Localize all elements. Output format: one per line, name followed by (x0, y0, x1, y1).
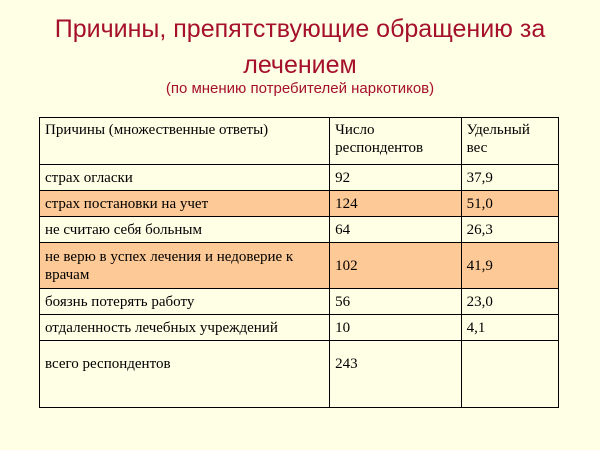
cell-share: 41,9 (461, 243, 558, 289)
cell-reason: страх огласки (40, 165, 330, 191)
cell-reason: всего респондентов (40, 341, 330, 408)
cell-share: 23,0 (461, 289, 558, 315)
table-header-row (40, 118, 559, 165)
table-row (40, 289, 559, 315)
table-total-row (40, 341, 559, 408)
cell-reason: не считаю себя больным (40, 217, 330, 243)
slide-subtitle: (по мнению потребителей наркотиков) (165, 80, 435, 97)
table-row (40, 217, 559, 243)
cell-reason: отдаленность лечебных учреждений (40, 315, 330, 341)
cell-reason: боязнь потерять работу (40, 289, 330, 315)
slide-title-line-1: Причины, препятствующие обращению за (54, 15, 546, 43)
header-respondent-count: Число респондентов (330, 118, 462, 165)
table-row-highlighted (40, 191, 559, 217)
reasons-table (39, 117, 559, 408)
table-row (40, 165, 559, 191)
cell-reason: страх постановки на учет (40, 191, 330, 217)
cell-share: 4,1 (461, 315, 558, 341)
header-share: Удельный вес (461, 118, 558, 165)
table-row (40, 315, 559, 341)
cell-count: 64 (330, 217, 462, 243)
cell-share (461, 341, 558, 408)
cell-reason: не верю в успех лечения и недоверие к врачам (40, 243, 330, 289)
cell-count: 102 (330, 243, 462, 289)
cell-count: 10 (330, 315, 462, 341)
cell-share: 51,0 (461, 191, 558, 217)
cell-count: 92 (330, 165, 462, 191)
cell-count: 243 (330, 341, 462, 408)
slide-title-line-2: лечением (243, 51, 357, 79)
cell-count: 124 (330, 191, 462, 217)
cell-share: 37,9 (461, 165, 558, 191)
table-row-highlighted (40, 243, 559, 289)
cell-count: 56 (330, 289, 462, 315)
cell-share: 26,3 (461, 217, 558, 243)
header-reasons: Причины (множественные ответы) (40, 118, 330, 165)
